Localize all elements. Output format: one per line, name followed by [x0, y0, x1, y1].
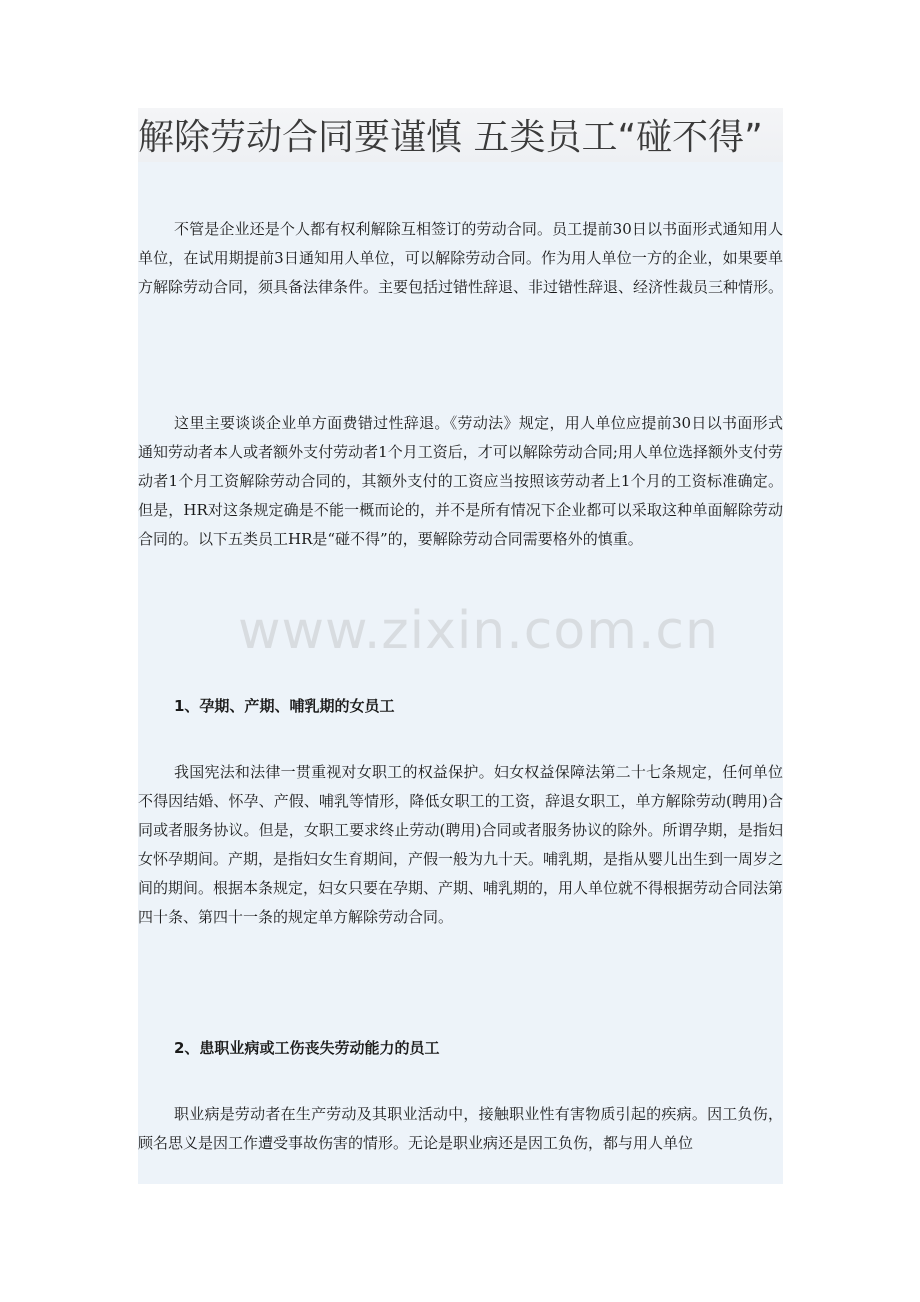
paragraph-dismissal: 这里主要谈谈企业单方面费错过性辞退。《劳动法》规定，用人单位应提前30日以书面形式通知劳动者本人或者额外支付劳动者1个月工资后，才可以解除劳动合同;用人单位选择额外支付劳动者1个月工资解除劳动合同的，其额外支付的工资应当按照该劳动者上1个月的工资标准确定。但是，HR对这条规定确是不能一概而论的，并不是所有情况下企业都可以采取这种单面解除劳动合同的。以下五类员工HR是“碰不得”的，要解除劳动合同需要格外的慎重。 [138, 414, 783, 548]
paragraph-intro: 不管是企业还是个人都有权利解除互相签订的劳动合同。员工提前30日以书面形式通知用人单位，在试用期提前3日通知用人单位，可以解除劳动合同。作为用人单位一方的企业，如果要单方解除劳动合同，须具备法律条件。主要包括过错性辞退、非过错性辞退、经济性裁员三种情形。 [138, 220, 783, 296]
paragraph-occupational-disease: 职业病是劳动者在生产劳动及其职业活动中，接触职业性有害物质引起的疾病。因工负伤，顾名思义是因工作遭受事故伤害的情形。无论是职业病还是因工负伤，都与用人单位 [138, 1105, 783, 1152]
section-heading-2: 2、患职业病或工伤丧失劳动能力的员工 [174, 1039, 440, 1057]
watermark: www.zixin.com.cn [238, 601, 719, 661]
document-body [138, 162, 783, 1184]
document-title: 解除劳动合同要谨慎 五类员工“碰不得” [138, 117, 763, 158]
paragraph-female-employees: 我国宪法和法律一贯重视对女职工的权益保护。妇女权益保障法第二十七条规定，任何单位不得因结婚、怀孕、产假、哺乳等情形，降低女职工的工资，辞退女职工，单方解除劳动(聘用)合同或者服务协议。但是，女职工要求终止劳动(聘用)合同或者服务协议的除外。所谓孕期，是指妇女怀孕期间。产期，是指妇女生育期间，产假一般为九十天。哺乳期，是指从婴儿出生到一周岁之间的期间。根据本条规定，妇女只要在孕期、产期、哺乳期的，用人单位就不得根据劳动合同法第四十条、第四十一条的规定单方解除劳动合同。 [138, 763, 783, 926]
section-heading-1: 1、孕期、产期、哺乳期的女员工 [174, 697, 395, 715]
